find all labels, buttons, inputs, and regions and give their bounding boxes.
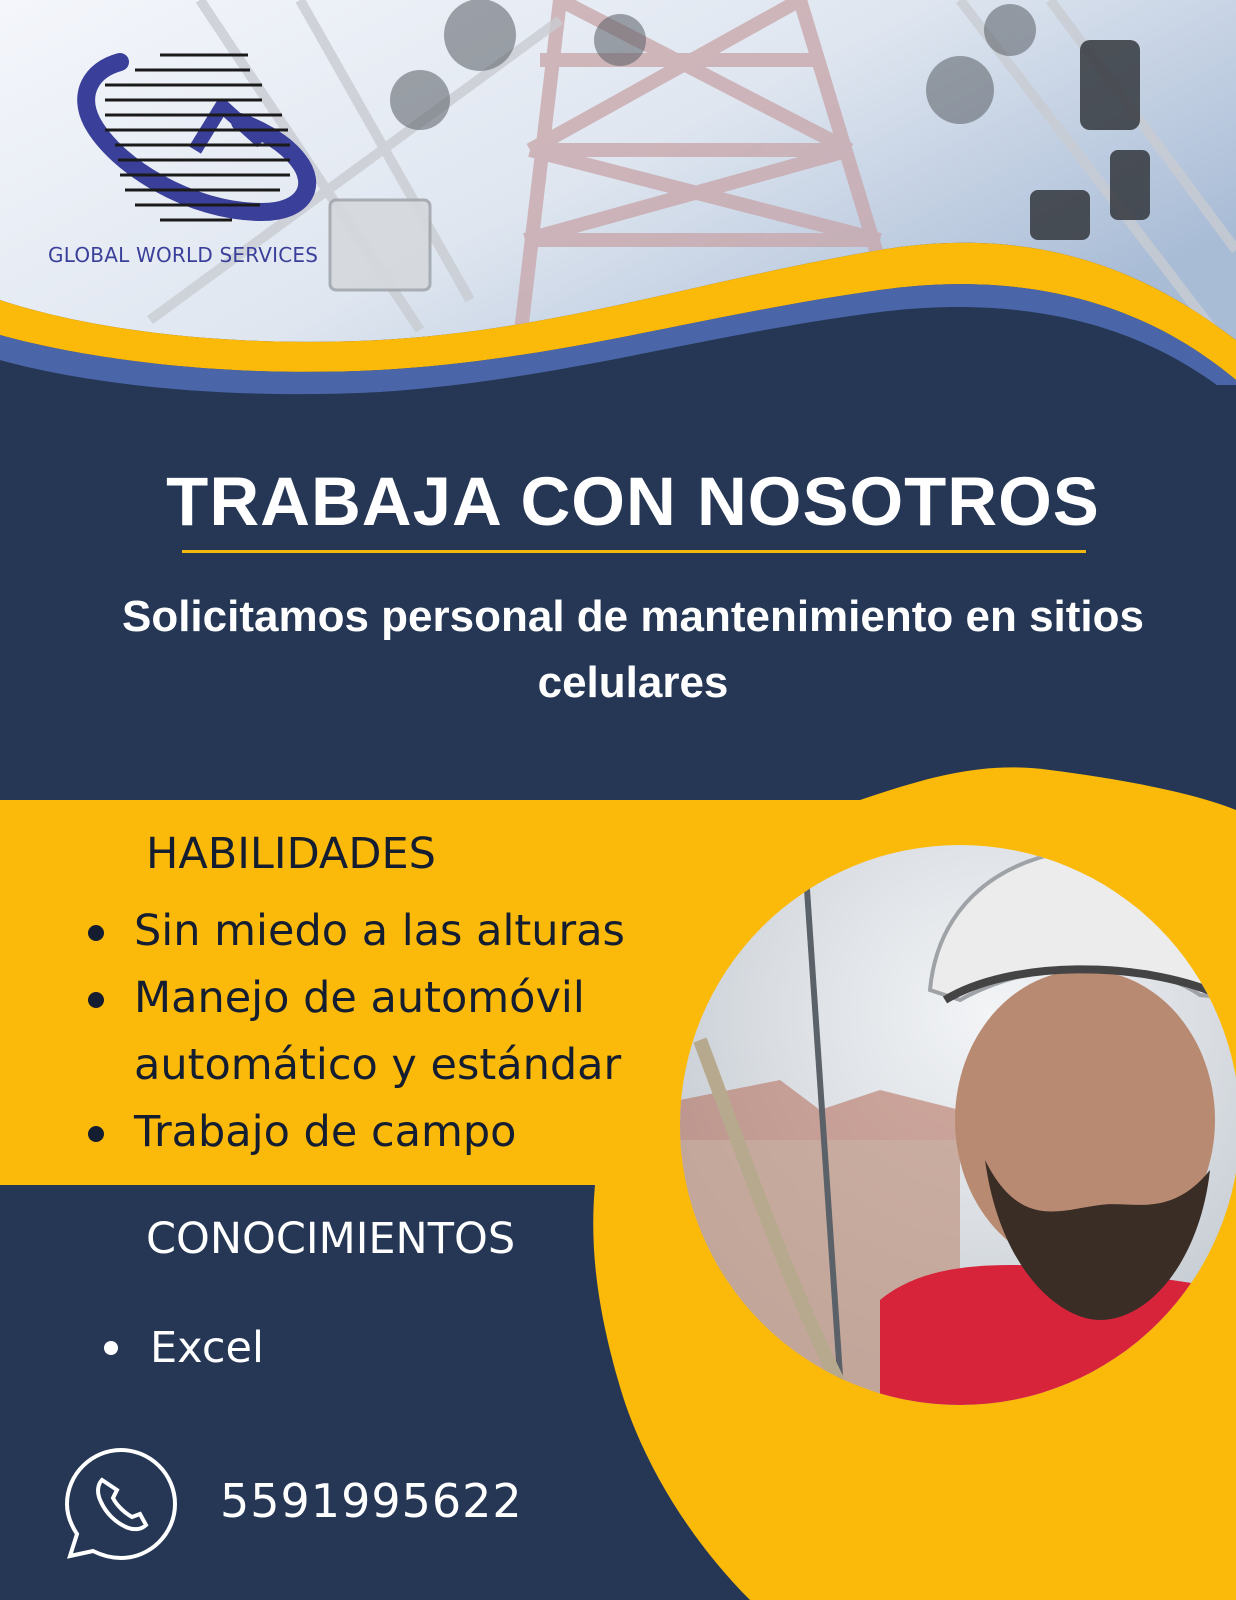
page-subtitle: Solicitamos personal de mantenimiento en sitios celulares <box>121 592 1144 707</box>
worker-with-helmet-photo <box>680 845 1236 1405</box>
list-item <box>88 965 688 1099</box>
skill-text: Trabajo de campo <box>134 1107 517 1157</box>
page-title: TRABAJA CON NOSOTROS <box>166 463 1100 540</box>
brand-name: GLOBAL WORLD SERVICES <box>48 243 319 267</box>
list-item <box>88 1099 688 1166</box>
list-item <box>104 1318 504 1378</box>
bullet-icon <box>88 925 104 941</box>
list-item <box>88 898 688 965</box>
knowledge-text: Excel <box>150 1323 264 1373</box>
title-underline <box>182 550 1086 553</box>
skill-text: Manejo de automóvil automático y estándar <box>134 973 622 1090</box>
skill-text: Sin miedo a las alturas <box>134 906 625 956</box>
skills-heading: HABILIDADES <box>146 829 436 879</box>
bullet-icon <box>88 992 104 1008</box>
bullet-icon <box>104 1341 118 1355</box>
skills-list <box>88 898 688 1166</box>
contact-phone[interactable]: 5591995622 <box>220 1474 523 1528</box>
knowledge-list <box>104 1318 504 1378</box>
knowledge-heading: CONOCIMIENTOS <box>146 1214 516 1264</box>
whatsapp-icon <box>67 1450 175 1558</box>
bullet-icon <box>88 1126 104 1142</box>
